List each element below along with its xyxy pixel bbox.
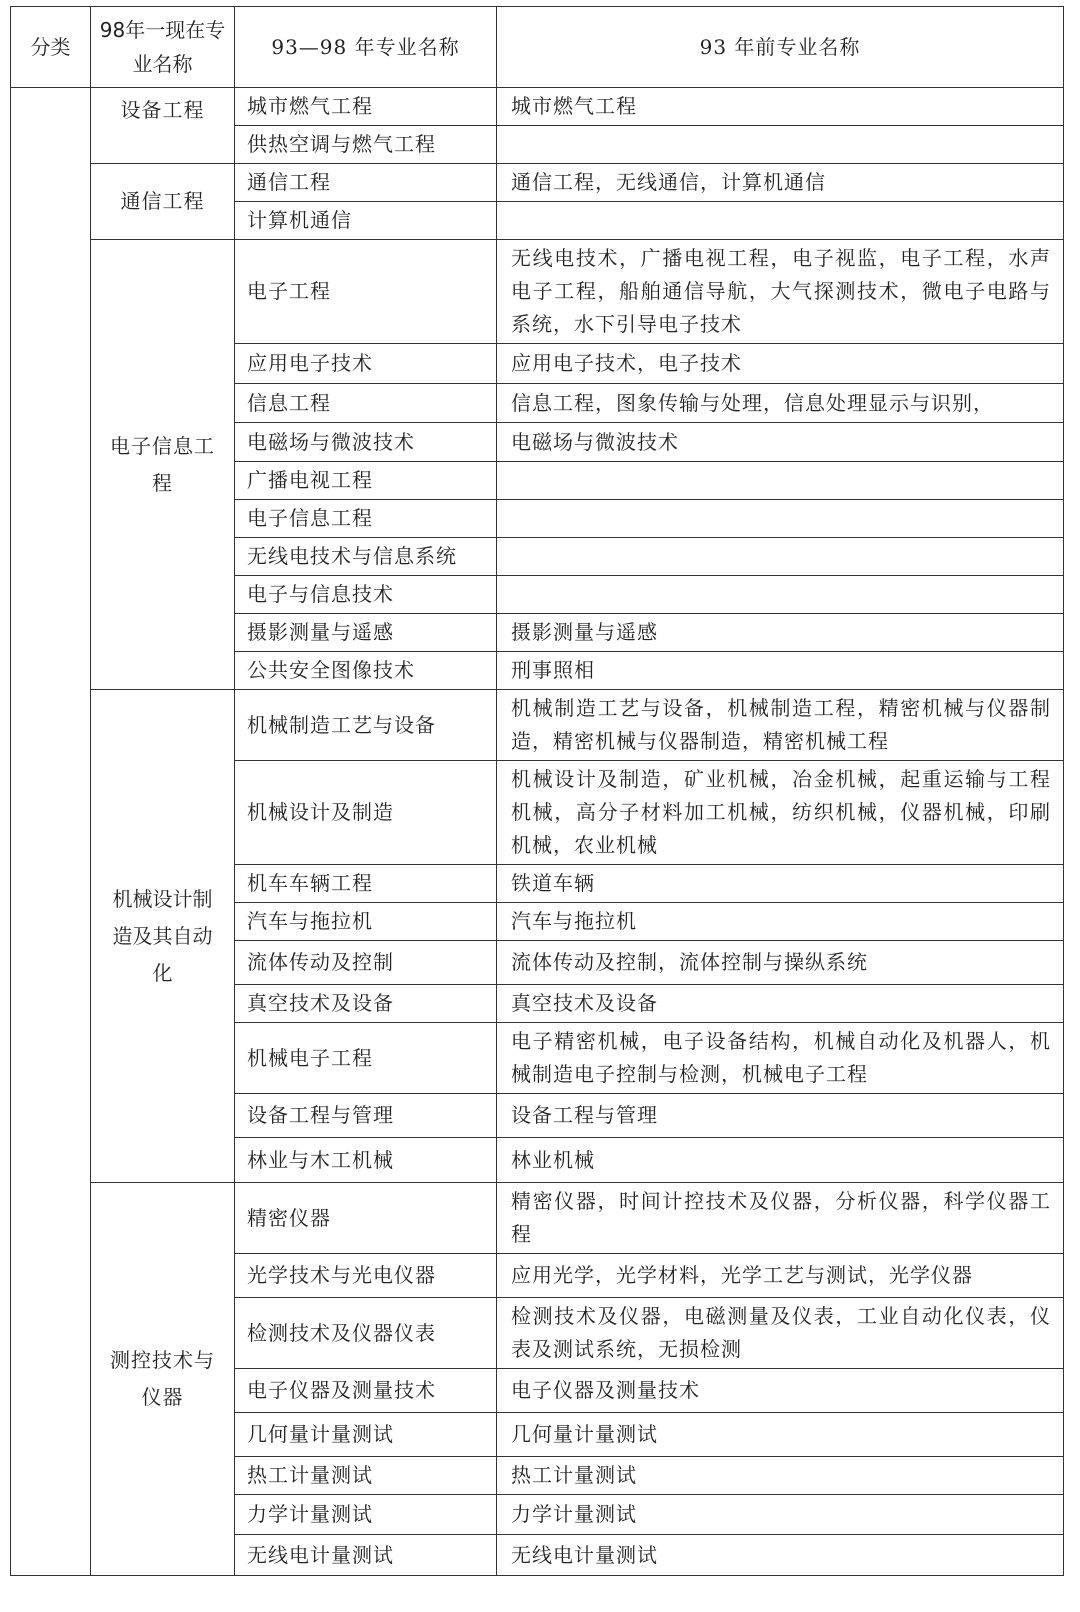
table-row — [11, 164, 1064, 202]
major-mapping-table — [10, 6, 1064, 1576]
major-93-98-cell: 摄影测量与遥感 — [235, 614, 497, 652]
header-93-98-major: 93—98 年专业名称 — [235, 7, 497, 88]
major-pre-93-cell: 真空技术及设备 — [497, 985, 1064, 1023]
major-pre-93-cell: 几何量计量测试 — [497, 1413, 1064, 1457]
current-major-cell: 设备工程 — [91, 88, 235, 164]
major-pre-93-cell: 电磁场与微波技术 — [497, 423, 1064, 462]
major-pre-93-cell: 无线电计量测试 — [497, 1535, 1064, 1576]
major-93-98-cell: 无线电技术与信息系统 — [235, 538, 497, 576]
major-93-98-cell: 电子工程 — [235, 240, 497, 344]
major-pre-93-cell: 应用电子技术，电子技术 — [497, 344, 1064, 384]
major-pre-93-cell — [497, 576, 1064, 614]
major-93-98-cell: 无线电计量测试 — [235, 1535, 497, 1576]
table-row — [11, 690, 1064, 761]
major-93-98-cell: 汽车与拖拉机 — [235, 903, 497, 941]
major-93-98-cell: 通信工程 — [235, 164, 497, 202]
major-pre-93-cell: 设备工程与管理 — [497, 1094, 1064, 1138]
major-93-98-cell: 光学技术与光电仪器 — [235, 1254, 497, 1298]
major-pre-93-cell: 电子仪器及测量技术 — [497, 1369, 1064, 1413]
major-pre-93-cell: 城市燃气工程 — [497, 88, 1064, 126]
current-major-cell: 电子信息工程 — [91, 240, 235, 690]
major-pre-93-cell — [497, 538, 1064, 576]
major-93-98-cell: 信息工程 — [235, 384, 497, 423]
major-93-98-cell: 流体传动及控制 — [235, 941, 497, 985]
major-pre-93-cell: 铁道车辆 — [497, 865, 1064, 903]
major-93-98-cell: 机车车辆工程 — [235, 865, 497, 903]
header-pre-93-major: 93 年前专业名称 — [497, 7, 1064, 88]
major-pre-93-cell: 流体传动及控制，流体控制与操纵系统 — [497, 941, 1064, 985]
major-93-98-cell: 电子信息工程 — [235, 500, 497, 538]
major-93-98-cell: 机械设计及制造 — [235, 761, 497, 865]
major-pre-93-cell: 信息工程，图象传输与处理，信息处理显示与识别， — [497, 384, 1064, 423]
major-pre-93-cell: 无线电技术，广播电视工程，电子视监，电子工程，水声电子工程，船舶通信导航，大气探测技术，微电子电路与系统，水下引导电子技术 — [497, 240, 1064, 344]
major-pre-93-cell — [497, 126, 1064, 164]
major-93-98-cell: 供热空调与燃气工程 — [235, 126, 497, 164]
header-category: 分类 — [11, 7, 91, 88]
table-body — [11, 88, 1064, 1576]
major-93-98-cell: 电磁场与微波技术 — [235, 423, 497, 462]
major-pre-93-cell: 力学计量测试 — [497, 1495, 1064, 1535]
major-93-98-cell: 力学计量测试 — [235, 1495, 497, 1535]
major-93-98-cell: 设备工程与管理 — [235, 1094, 497, 1138]
major-93-98-cell: 城市燃气工程 — [235, 88, 497, 126]
table-row — [11, 88, 1064, 126]
major-93-98-cell: 计算机通信 — [235, 202, 497, 240]
major-pre-93-cell: 电子精密机械，电子设备结构，机械自动化及机器人，机械制造电子控制与检测，机械电子工程 — [497, 1023, 1064, 1094]
major-pre-93-cell: 热工计量测试 — [497, 1457, 1064, 1495]
major-93-98-cell: 精密仪器 — [235, 1183, 497, 1254]
major-93-98-cell: 热工计量测试 — [235, 1457, 497, 1495]
major-93-98-cell: 公共安全图像技术 — [235, 652, 497, 690]
major-pre-93-cell: 应用光学，光学材料，光学工艺与测试，光学仪器 — [497, 1254, 1064, 1298]
current-major-cell: 测控技术与仪器 — [91, 1183, 235, 1576]
header-current-major: 98年一现在专业名称 — [91, 7, 235, 88]
major-pre-93-cell: 检测技术及仪器，电磁测量及仪表，工业自动化仪表，仪表及测试系统，无损检测 — [497, 1298, 1064, 1369]
current-major-cell: 通信工程 — [91, 164, 235, 240]
major-pre-93-cell — [497, 202, 1064, 240]
major-pre-93-cell: 林业机械 — [497, 1138, 1064, 1183]
table-row — [11, 1183, 1064, 1254]
document-page — [10, 6, 1063, 1608]
major-93-98-cell: 机械电子工程 — [235, 1023, 497, 1094]
table-row — [11, 240, 1064, 344]
major-pre-93-cell: 机械设计及制造，矿业机械，冶金机械，起重运输与工程机械，高分子材料加工机械，纺织机械，仪器机械，印刷机械，农业机械 — [497, 761, 1064, 865]
major-pre-93-cell — [497, 462, 1064, 500]
header-row — [11, 7, 1064, 88]
major-93-98-cell: 应用电子技术 — [235, 344, 497, 384]
major-93-98-cell: 检测技术及仪器仪表 — [235, 1298, 497, 1369]
major-93-98-cell: 林业与木工机械 — [235, 1138, 497, 1183]
major-pre-93-cell: 通信工程，无线通信，计算机通信 — [497, 164, 1064, 202]
major-pre-93-cell: 摄影测量与遥感 — [497, 614, 1064, 652]
major-93-98-cell: 几何量计量测试 — [235, 1413, 497, 1457]
category-cell — [11, 88, 91, 1576]
major-pre-93-cell — [497, 500, 1064, 538]
major-93-98-cell: 真空技术及设备 — [235, 985, 497, 1023]
major-93-98-cell: 电子与信息技术 — [235, 576, 497, 614]
major-pre-93-cell: 精密仪器，时间计控技术及仪器，分析仪器，科学仪器工程 — [497, 1183, 1064, 1254]
major-93-98-cell: 广播电视工程 — [235, 462, 497, 500]
major-pre-93-cell: 刑事照相 — [497, 652, 1064, 690]
major-93-98-cell: 机械制造工艺与设备 — [235, 690, 497, 761]
major-pre-93-cell: 汽车与拖拉机 — [497, 903, 1064, 941]
major-93-98-cell: 电子仪器及测量技术 — [235, 1369, 497, 1413]
current-major-cell: 机械设计制造及其自动化 — [91, 690, 235, 1183]
major-pre-93-cell: 机械制造工艺与设备，机械制造工程，精密机械与仪器制造，精密机械与仪器制造，精密机械工程 — [497, 690, 1064, 761]
